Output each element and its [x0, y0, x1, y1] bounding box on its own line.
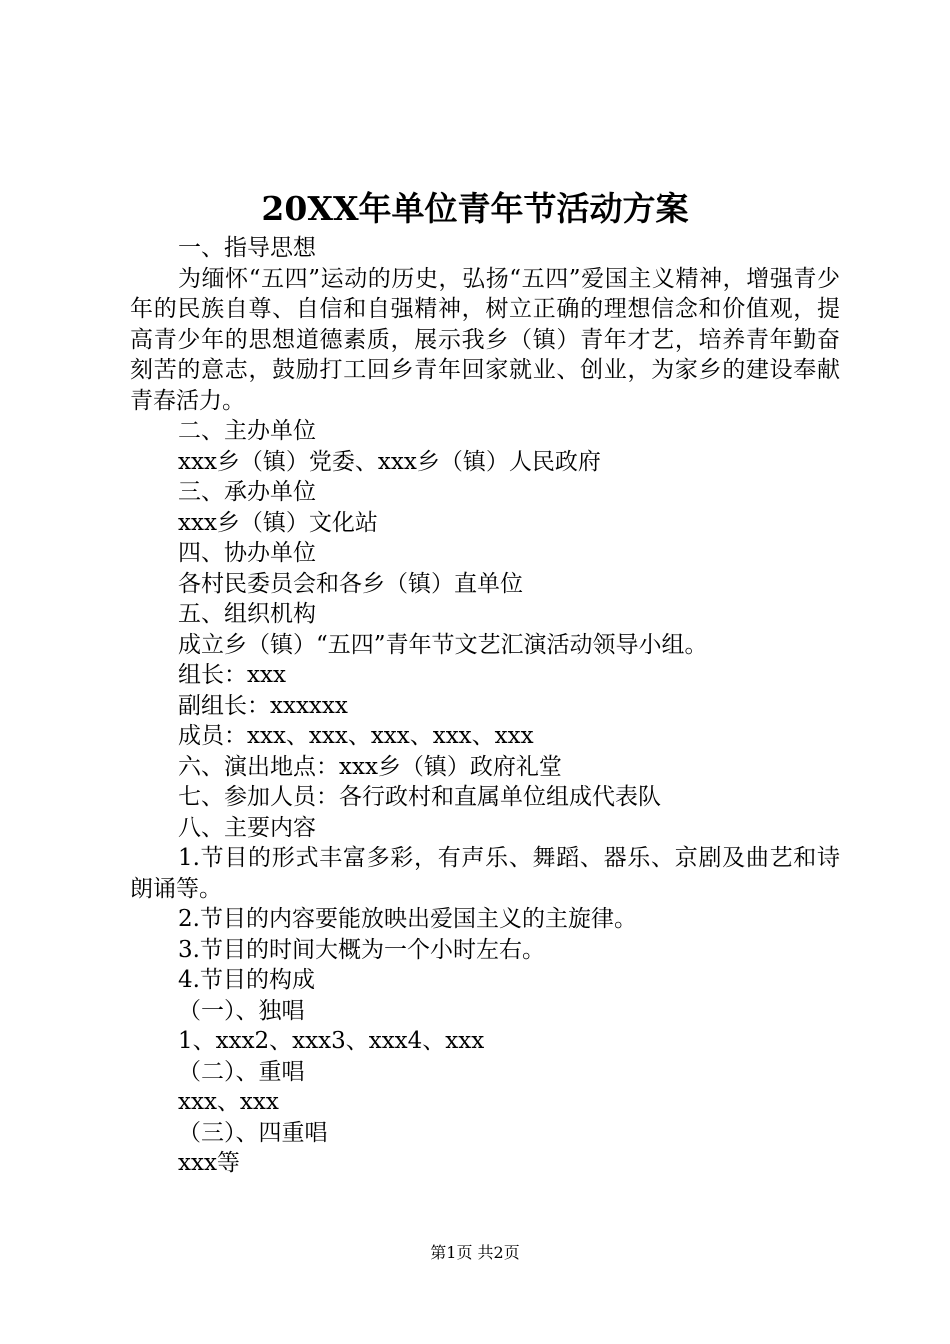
section-heading-venue: 六、演出地点：xxx乡（镇）政府礼堂	[178, 753, 562, 780]
section-heading-organizer: 三、承办单位	[178, 479, 316, 505]
subheading-solo: （一）、独唱	[178, 997, 305, 1024]
list-item-program-time: 3.节目的时间大概为一个小时左右。	[178, 936, 545, 963]
text-organization: 成立乡（镇）“五四”青年节文艺汇演活动领导小组。	[178, 631, 708, 658]
paragraph-guiding-thought: 为缅怀“五四”运动的历史，弘扬“五四”爱国主义精神，增强青少年的民族自尊、自信和自强精神，树立正确的理想信念和价值观，提高青少年的思想道德素质，展示我乡（镇）青年才艺，培养青年勤奋刻苦的意志，鼓励打工回乡青年回家就业、创业，为家乡的建设奉献青春活力。	[130, 265, 840, 414]
list-item-program-form: 1.节目的形式丰富多彩，有声乐、舞蹈、器乐、京剧及曲艺和诗朗诵等。	[130, 845, 840, 902]
section-heading-main-content: 八、主要内容	[178, 814, 316, 841]
text-solo-list: 1、xxx2、xxx3、xxx4、xxx	[178, 1028, 485, 1054]
section-heading-co-organizer: 四、协办单位	[178, 540, 316, 566]
document-title: 20XX年单位青年节活动方案	[261, 189, 689, 228]
text-team-leader: 组长：xxx	[178, 662, 286, 688]
subheading-duet: （二）、重唱	[178, 1058, 305, 1085]
section-heading-participants: 七、参加人员：各行政村和直属单位组成代表队	[178, 784, 661, 810]
list-item-program-structure: 4.节目的构成	[178, 967, 315, 993]
text-members: 成员：xxx、xxx、xxx、xxx、xxx	[178, 723, 534, 749]
text-deputy-leader: 副组长：xxxxxx	[178, 692, 348, 719]
text-co-organizer: 各村民委员会和各乡（镇）直单位	[178, 570, 523, 597]
page-footer: 第1页 共2页	[430, 1243, 520, 1262]
section-heading-guiding-thought: 一、指导思想	[178, 235, 316, 261]
section-heading-organization: 五、组织机构	[178, 601, 316, 627]
text-host: xxx乡（镇）党委、xxx乡（镇）人民政府	[178, 448, 601, 475]
subheading-quartet: （三）、四重唱	[178, 1119, 328, 1146]
list-item-program-content: 2.节目的内容要能放映出爱国主义的主旋律。	[178, 906, 637, 932]
text-quartet-list: xxx等	[178, 1150, 240, 1176]
text-organizer: xxx乡（镇）文化站	[178, 509, 378, 536]
text-duet-list: xxx、xxx	[178, 1089, 279, 1115]
document-body	[130, 233, 840, 1179]
section-heading-host: 二、主办单位	[178, 418, 316, 444]
